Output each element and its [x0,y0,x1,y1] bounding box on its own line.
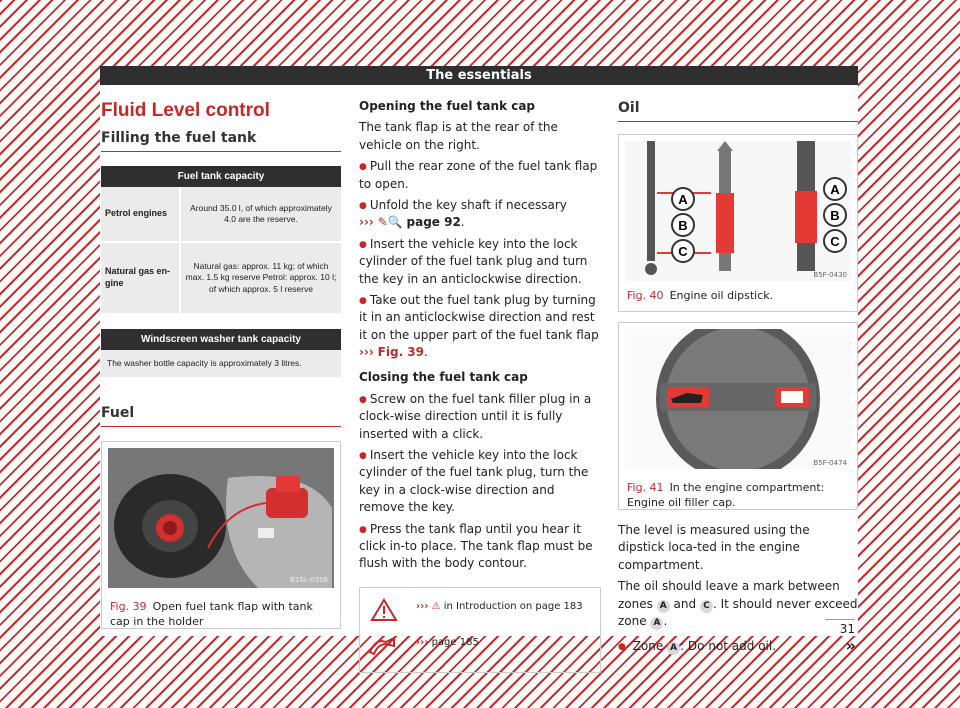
note-text: page 185 [431,636,479,648]
note-warning[interactable]: ››› ⚠ in Introduction on page 183 [416,600,583,612]
text: Zone [632,639,664,654]
list-item: ● Insert the vehicle key into the lock cylinder of the fuel tank plug, turn the key in a clock-wise direction and remove the key. [359,447,601,517]
list-item: ● Pull the rear zone of the fuel tank flap to open. [359,158,601,193]
washer-capacity-table [101,329,341,379]
figure-41 [618,322,858,510]
oil-zones-paragraph: The oil should leave a mark between zones A and C . It should never exceed zone A . [618,579,858,628]
opening-heading: Opening the fuel tank cap [359,99,536,113]
table-cell-key: Natural gas en-gine [101,242,180,314]
warning-icon [370,598,398,622]
tool-icon [368,634,398,658]
dipstick-image [625,141,851,281]
dipstick-label-c: C [678,244,688,259]
paragraph: The tank flap is at the rear of the vehicle on the right. [359,120,558,152]
subtitle: Filling the fuel tank [101,130,341,152]
zone-c-badge: C [700,600,713,613]
page-number: 31 [825,619,855,636]
table-heading: Fuel tank capacity [101,166,341,187]
figure-number: Fig. 40 [627,289,664,302]
figure-code: B5F-0474 [813,459,847,467]
figure-code: B5F-0430 [813,271,847,279]
dipstick-label-c: C [830,234,840,249]
list-item [359,197,601,214]
fuel-flap-image [108,448,334,588]
list-text: Take out the fuel tank plug by turning it in an anticlockwise direction and rest it on the upper part of the fuel tank flap [359,292,599,342]
fuel-capacity-table [101,166,341,315]
right-column [618,100,858,656]
zone-a-badge: A [657,600,670,613]
fuel-heading: Fuel [101,405,341,427]
figure-code: B1SL-0356 [290,576,328,585]
caption-text: In the engine compartment: Engine oil filler cap. [627,481,825,509]
oil-paragraph: The level is measured using the dipstick loca-ted in the engine compartment. [618,523,810,572]
figure-caption [102,594,340,636]
zone-a-badge: A [650,617,663,630]
text: . It should never exceed zone [618,596,858,628]
list-text: Unfold the key shaft if necessary [369,197,567,212]
left-column [101,100,341,629]
page-link[interactable]: page 92 [406,215,461,230]
dipstick-illustration [625,141,851,281]
text: : Do not add oil. [680,639,777,654]
figure-40 [618,134,858,312]
list-item: ● Insert the vehicle key into the lock cylinder of the fuel tank plug and turn the key in an anticlockwise direction. [359,236,601,288]
list-item: ● Screw on the fuel tank filler plug in a clock-wise direction until it is fully inserted with a click. [359,391,601,443]
page-title: Fluid Level control [101,100,270,121]
zone-a-badge: A [667,642,680,655]
fuel-flap-illustration [108,448,334,588]
table-cell-key: Petrol engines [101,187,180,242]
oil-cap-image [625,329,851,469]
table-row [101,187,341,242]
oil-cap-illustration [625,329,851,469]
list-item [618,638,858,655]
text: The oil should leave a mark between zones [618,579,840,611]
figure-caption [619,475,857,517]
list-item: ● Take out the fuel tank plug by turning it in an anticlockwise direction and rest it on the upper part of the fuel tank flap ››› Fig. 39. [359,292,601,362]
page-header: The essentials [100,66,858,85]
oil-heading: Oil [618,100,858,122]
table-cell-value: The washer bottle capacity is approximately 3 litres. [101,350,341,378]
note-text: in Introduction on page 183 [443,600,583,612]
table-row [101,242,341,314]
list-item: ● Press the tank flap until you hear it click in-to place. The tank flap must be flush with the body contour. [359,521,601,573]
dipstick-label-a: A [678,192,688,207]
note-page[interactable]: ››› page 185 [416,636,479,648]
dipstick-label-b: B [830,208,840,223]
figure-number: Fig. 39 [110,600,147,614]
dipstick-label-b: B [678,218,688,233]
middle-column [359,98,601,673]
text: and [673,596,697,611]
continue-icon: » [845,636,856,656]
table-cell-value: Around 35.0 l, of which approximately 4.0 are the reserve. [180,187,341,242]
page-reference[interactable]: ››› ✎🔍 page 92. [359,215,465,230]
table-heading: Windscreen washer tank capacity [101,329,341,350]
caption-text: Engine oil dipstick. [669,289,774,302]
dipstick-label-a: A [830,182,840,197]
figure-link[interactable]: Fig. 39 [377,345,425,360]
figure-39 [101,441,341,629]
figure-number: Fig. 41 [627,481,664,494]
caption-text: Open fuel tank flap with tank cap in the holder [110,600,313,628]
figure-caption [619,287,857,310]
note-box [359,587,601,673]
closing-heading: Closing the fuel tank cap [359,370,528,385]
table-cell-value: Natural gas: approx. 11 kg; of which max. 1.5 kg reserve Petrol: approx. 10 l; of which approx. 5 l reserve [180,242,341,314]
